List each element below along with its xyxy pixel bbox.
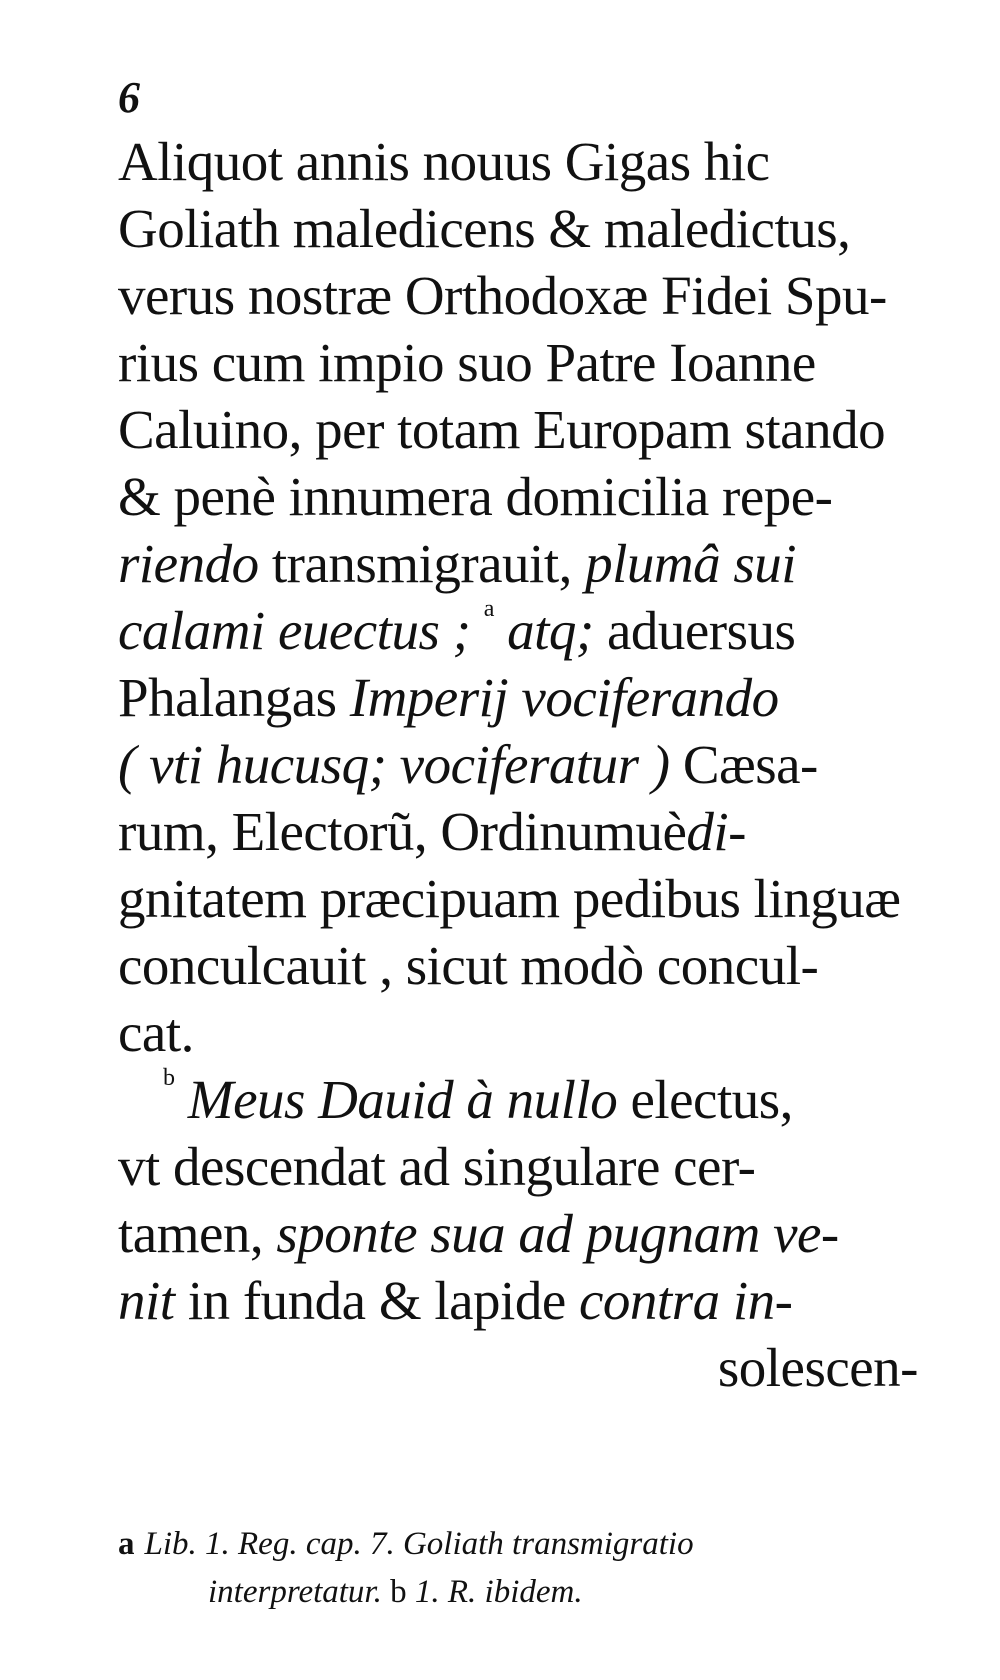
- text-line: Goliath maledicens & maledictus,: [118, 198, 851, 259]
- footnote-a: a Lib. 1. Reg. cap. 7. Goliath transmigratio: [118, 1526, 694, 1562]
- footnote-marker-b-ref: b: [390, 1574, 407, 1610]
- text-line: rius cum impio suo Patre Ioanne: [118, 332, 816, 393]
- footnote-marker-a: a: [483, 597, 494, 622]
- text-line: calami euectus ; $^a$ atq; aduersus: [118, 597, 796, 661]
- text-line: vt descendat ad singulare cer-: [118, 1136, 756, 1197]
- main-text: [118, 128, 918, 1401]
- text-line: riendo transmigrauit, plumâ sui: [118, 533, 797, 594]
- text-line: $^b$ Meus Dauid à nullo electus,: [163, 1066, 793, 1130]
- text-line: Caluino, per totam Europam stando: [118, 399, 886, 460]
- text-line: Phalangas Imperij vociferando: [118, 667, 779, 728]
- text-line: cat.: [118, 1002, 194, 1063]
- text-line: gnitatem præcipuam pedibus linguæ: [118, 868, 901, 929]
- page-number: 6: [118, 73, 140, 122]
- text-line: conculcauit , sicut modò concul-: [118, 935, 819, 996]
- text-line: rum, Electorũ, Ordinumuèdi-: [118, 801, 747, 862]
- footnotes: [118, 1520, 918, 1616]
- footnote-continuation: interpretatur. b 1. R. ibidem.: [208, 1574, 583, 1610]
- text-line: solescen-: [717, 1337, 918, 1398]
- text-line: Aliquot annis nouus Gigas hic: [118, 131, 770, 192]
- footnote-marker-b: b: [163, 1066, 175, 1091]
- text-line: tamen, sponte sua ad pugnam ve-: [118, 1203, 839, 1264]
- text-line: verus nostræ Orthodoxæ Fidei Spu-: [118, 265, 887, 326]
- text-line: ( vti hucusq; vociferatur ) Cæsa-: [118, 734, 818, 795]
- text-line: nit in funda & lapide contra in-: [118, 1270, 793, 1331]
- text-line: & penè innumera domicilia repe-: [118, 466, 833, 527]
